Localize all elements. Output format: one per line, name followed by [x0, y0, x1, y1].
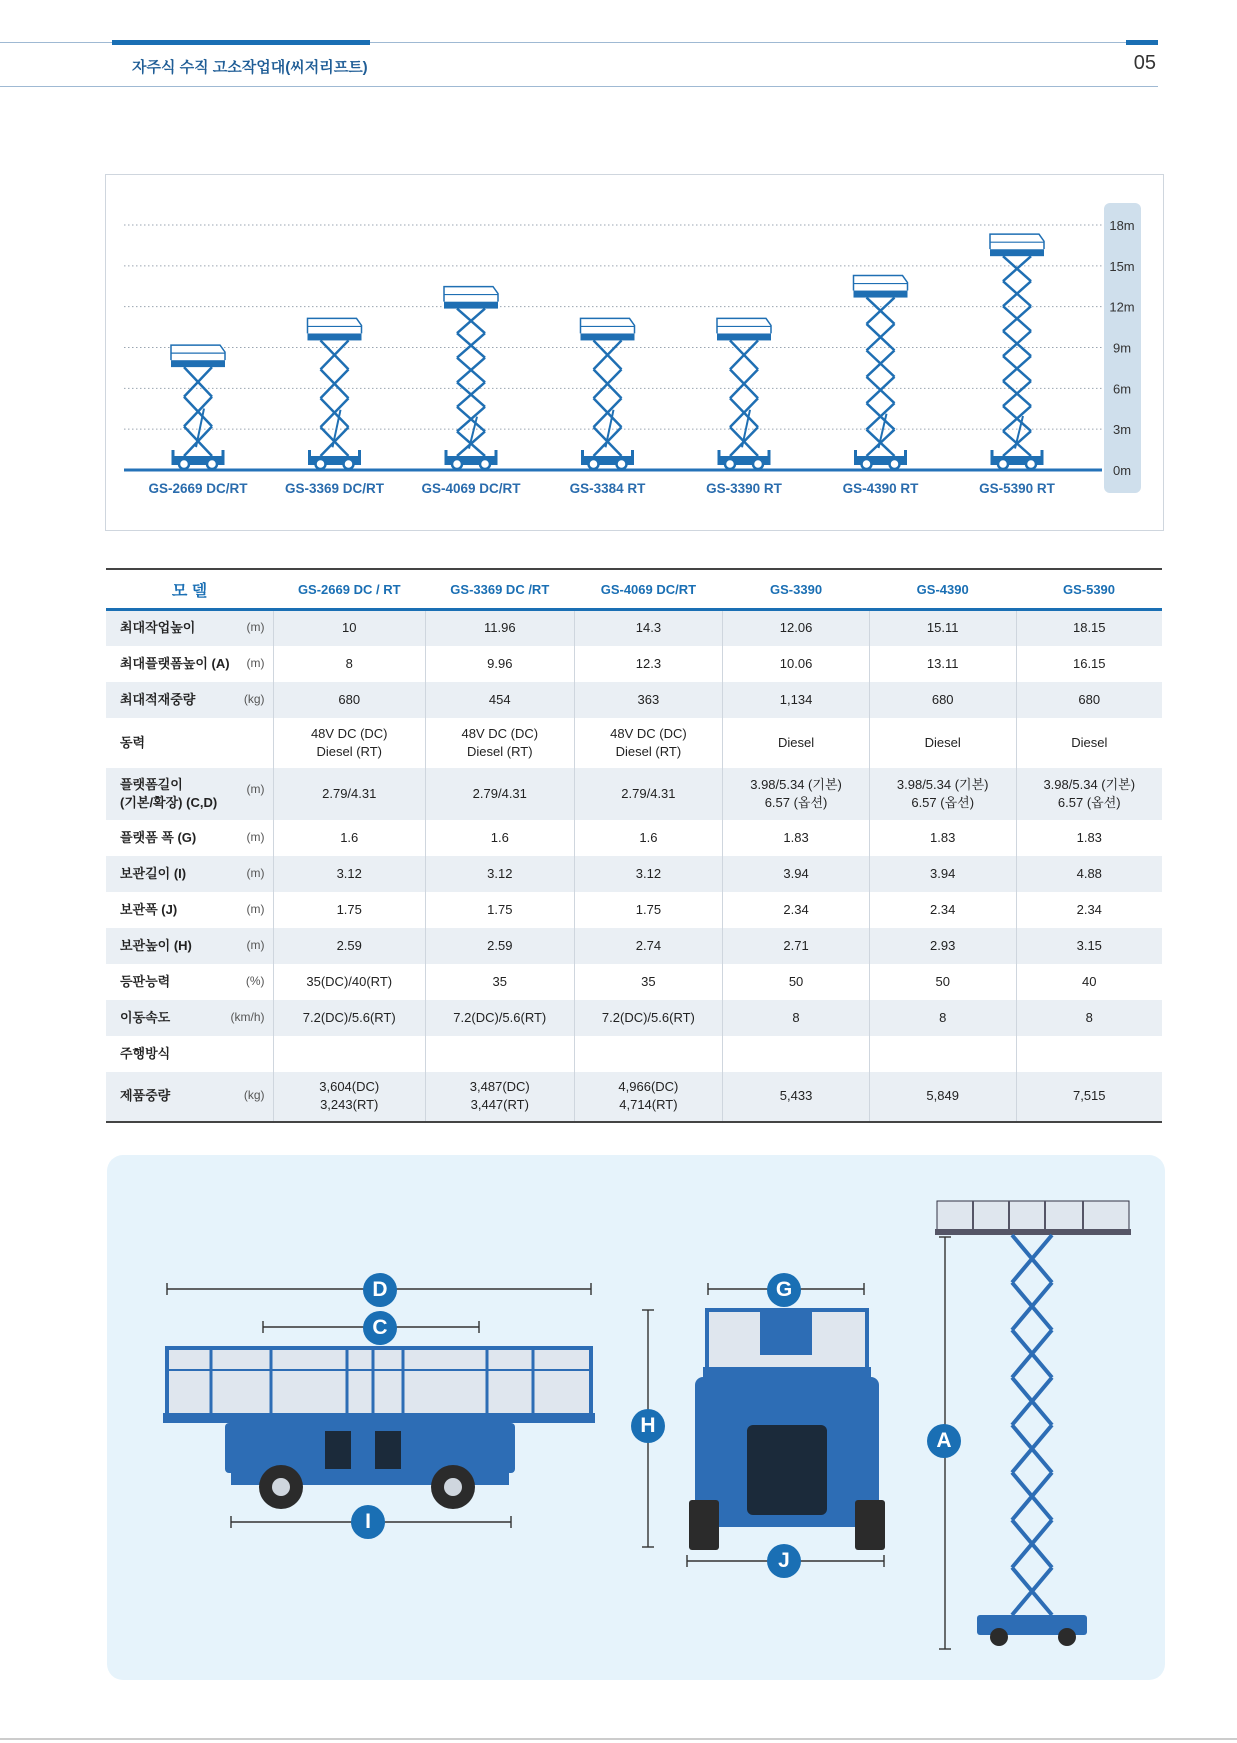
spec-cell: 1.6	[425, 820, 574, 856]
model-column-header: GS-3390	[723, 569, 870, 610]
spec-cell	[574, 1036, 723, 1072]
front-wheel	[855, 1500, 885, 1550]
side-deck	[163, 1413, 595, 1423]
spec-cell: Diesel	[723, 718, 870, 768]
spec-row	[106, 610, 1162, 646]
spec-unit: (%)	[245, 973, 265, 988]
spec-cell: 8	[869, 1000, 1016, 1036]
spec-cell: 454	[425, 682, 574, 718]
spec-cell: 680	[869, 682, 1016, 718]
lift-mark	[444, 287, 498, 469]
spec-cell: 4,966(DC) 4,714(RT)	[574, 1072, 723, 1122]
spec-unit: (m)	[246, 620, 265, 635]
spec-row	[106, 768, 1162, 820]
side-guardrail	[167, 1348, 591, 1420]
spec-cell	[869, 1036, 1016, 1072]
spec-cell: 4.88	[1016, 856, 1162, 892]
spec-row-label	[106, 856, 273, 892]
spec-cell: 48V DC (DC) Diesel (RT)	[310, 725, 388, 759]
ext-deck	[935, 1229, 1131, 1235]
spec-row	[106, 718, 1162, 768]
page-number: 05	[1133, 52, 1156, 74]
spec-cell: 7.2(DC)/5.6(RT)	[425, 1000, 574, 1036]
spec-unit: (m)	[246, 829, 265, 844]
header-accent-left	[112, 40, 370, 45]
spec-cell	[1016, 1036, 1162, 1072]
spec-cell: 11.96	[425, 610, 574, 646]
spec-cell: 1.6	[340, 829, 359, 845]
lift-wheel	[179, 459, 189, 469]
spec-table-body	[106, 610, 1162, 1122]
front-view-lift	[689, 1310, 885, 1550]
y-tick-label: 18m	[1109, 218, 1135, 233]
spec-cell: 363	[574, 682, 723, 718]
front-deck	[703, 1367, 871, 1377]
spec-cell: 35	[574, 964, 723, 1000]
spec-unit: (km/h)	[230, 1009, 265, 1024]
spec-row	[106, 820, 1162, 856]
spec-cell: 12.3	[574, 646, 723, 682]
spec-cell: 10.06	[723, 646, 870, 682]
front-engine	[747, 1425, 827, 1515]
spec-label-text: 보관길이 (I)	[120, 865, 187, 881]
ext-wheel	[1058, 1628, 1076, 1646]
lift-deck	[171, 360, 225, 367]
side-tray	[325, 1431, 351, 1475]
lift-wheel	[316, 459, 326, 469]
spec-label-text: 이동속도	[120, 1009, 171, 1025]
lift-mark	[717, 318, 771, 469]
model-column-header: GS-4069 DC/RT	[574, 569, 723, 610]
lift-deck	[444, 302, 498, 309]
lift-mark	[171, 345, 225, 469]
y-tick-label: 15m	[1109, 258, 1135, 274]
spec-unit: (kg)	[243, 1088, 265, 1102]
ext-scissor	[1012, 1235, 1052, 1615]
spec-cell: 2.34	[1016, 892, 1162, 928]
spec-cell: 3.94	[869, 856, 1016, 892]
spec-cell: 35(DC)/40(RT)	[306, 973, 393, 989]
spec-row	[106, 1072, 1162, 1122]
spec-cell: 12.06	[723, 610, 870, 646]
lift-wheel	[617, 459, 627, 469]
spec-cell: 8	[1016, 1000, 1162, 1036]
lift-height-chart	[105, 174, 1164, 531]
spec-cell	[723, 1036, 870, 1072]
spec-label-text: 주행방식	[120, 1045, 171, 1061]
header-bottom-rule	[0, 86, 1158, 87]
ext-wheel	[990, 1628, 1008, 1646]
lift-wheel	[1026, 459, 1036, 469]
badge-j: J	[767, 1544, 801, 1578]
lift-mark	[990, 234, 1044, 469]
lift-scissor	[184, 367, 212, 456]
spec-label-text: 플랫폼 폭 (G)	[120, 829, 197, 845]
ext-guardrail	[937, 1201, 1129, 1233]
lift-mark	[854, 276, 908, 469]
spec-row-label	[106, 718, 273, 768]
spec-cell: 9.96	[425, 646, 574, 682]
spec-cell: 3.94	[723, 856, 870, 892]
y-tick-label: 0m	[1112, 463, 1132, 478]
front-wheel	[689, 1500, 719, 1550]
spec-label-text: 플랫폼길이 (기본/확장) (C,D)	[120, 776, 218, 810]
spec-row-label	[106, 768, 273, 820]
y-tick-label: 9m	[1112, 340, 1132, 356]
spec-cell: 8	[723, 1000, 870, 1036]
spec-cell: 16.15	[1016, 646, 1162, 682]
lift-deck	[990, 249, 1044, 256]
spec-cell: 1.83	[869, 820, 1016, 856]
spec-cell: 680	[338, 691, 361, 707]
spec-cell: 2.79/4.31	[425, 768, 574, 820]
lift-mark	[581, 318, 635, 469]
model-header: 모 델	[106, 569, 273, 610]
spec-cell: 2.59	[425, 928, 574, 964]
spec-cell: 15.11	[869, 610, 1016, 646]
badge-g: G	[767, 1273, 801, 1307]
spec-row	[106, 1036, 1162, 1072]
spec-cell: 3.98/5.34 (기본) 6.57 (옵션)	[869, 768, 1016, 820]
spec-cell: 3.98/5.34 (기본) 6.57 (옵션)	[1016, 768, 1162, 820]
spec-cell: 3.12	[336, 865, 362, 881]
spec-row-label	[106, 682, 273, 718]
spec-cell: 1.75	[336, 901, 362, 917]
side-tray	[375, 1431, 401, 1475]
spec-row-label	[106, 964, 273, 1000]
lift-deck	[308, 333, 362, 340]
spec-cell: 2.59	[336, 937, 362, 953]
spec-row	[106, 856, 1162, 892]
spec-cell: 3.15	[1016, 928, 1162, 964]
badge-a: A	[927, 1424, 961, 1458]
spec-cell: 5,849	[869, 1072, 1016, 1122]
lift-wheel	[344, 459, 354, 469]
lift-deck	[854, 291, 908, 298]
spec-cell: 14.3	[574, 610, 723, 646]
spec-row-label	[106, 1072, 273, 1122]
spec-row-label	[106, 1036, 273, 1072]
lift-wheel	[452, 459, 462, 469]
y-tick-label: 6m	[1112, 381, 1132, 397]
spec-row	[106, 892, 1162, 928]
spec-label-text: 등판능력	[120, 973, 171, 989]
spec-cell: 2.93	[869, 928, 1016, 964]
spec-label-text: 최대작업높이	[120, 620, 196, 636]
spec-cell: Diesel	[1016, 718, 1162, 768]
spec-cell: 3.12	[574, 856, 723, 892]
spec-row	[106, 1000, 1162, 1036]
spec-label-text: 보관폭 (J)	[120, 901, 178, 917]
spec-header-row	[106, 569, 1162, 610]
lift-wheel	[890, 459, 900, 469]
spec-cell: 1.75	[425, 892, 574, 928]
spec-label-text: 제품중량	[120, 1088, 171, 1103]
chart-canvas	[106, 175, 1163, 530]
model-column-header: GS-2669 DC / RT	[273, 569, 425, 610]
spec-cell: 2.74	[574, 928, 723, 964]
spec-cell: 2.79/4.31	[322, 785, 377, 801]
side-hub	[444, 1478, 462, 1496]
x-category-label: GS-5390 RT	[979, 481, 1055, 496]
model-column-header: GS-5390	[1016, 569, 1162, 610]
badge-d: D	[363, 1273, 397, 1307]
spec-row-label	[106, 892, 273, 928]
spec-row-label	[106, 928, 273, 964]
spec-cell: 10	[342, 620, 357, 636]
spec-cell: Diesel	[869, 718, 1016, 768]
spec-cell: 13.11	[869, 646, 1016, 682]
spec-cell: 48V DC (DC) Diesel (RT)	[574, 718, 723, 768]
spec-row	[106, 682, 1162, 718]
spec-label-text: 최대플랫폼높이 (A)	[120, 655, 230, 671]
spec-row-label	[106, 820, 273, 856]
spec-unit: (m)	[246, 865, 265, 880]
spec-unit: (m)	[246, 781, 265, 796]
spec-cell: 2.79/4.31	[574, 768, 723, 820]
spec-cell: 50	[723, 964, 870, 1000]
spec-cell: 3.12	[425, 856, 574, 892]
spec-cell: 3,487(DC) 3,447(RT)	[425, 1072, 574, 1122]
spec-unit: (m)	[246, 655, 265, 670]
spec-row	[106, 646, 1162, 682]
header-accent-right	[1126, 40, 1158, 45]
lift-wheel	[725, 459, 735, 469]
badge-i: I	[351, 1505, 385, 1539]
spec-cell: 3.98/5.34 (기본) 6.57 (옵션)	[723, 768, 870, 820]
spec-cell	[425, 1036, 574, 1072]
lift-wheel	[480, 459, 490, 469]
spec-cell: 2.34	[869, 892, 1016, 928]
spec-cell: 48V DC (DC) Diesel (RT)	[425, 718, 574, 768]
spec-cell: 18.15	[1016, 610, 1162, 646]
front-control-box	[760, 1310, 812, 1355]
spec-table-head	[106, 569, 1162, 610]
spec-cell: 3,604(DC) 3,243(RT)	[273, 1072, 425, 1122]
x-category-label: GS-2669 DC/RT	[148, 481, 248, 496]
spec-cell: 1.6	[574, 820, 723, 856]
spec-cell: 2.71	[723, 928, 870, 964]
lift-wheel	[753, 459, 763, 469]
spec-cell: 680	[1016, 682, 1162, 718]
spec-cell: 50	[869, 964, 1016, 1000]
spec-unit: (m)	[246, 901, 265, 916]
spec-cell: 35	[425, 964, 574, 1000]
spec-cell: 1.83	[1016, 820, 1162, 856]
spec-cell: 1.83	[723, 820, 870, 856]
section-title: 자주식 수직 고소작업대(씨저리프트)	[132, 59, 368, 76]
spec-row	[106, 964, 1162, 1000]
x-category-label: GS-3369 DC/RT	[284, 481, 385, 496]
lift-wheel	[207, 459, 217, 469]
spec-cell: 7.2(DC)/5.6(RT)	[302, 1009, 396, 1025]
spec-cell: 5,433	[723, 1072, 870, 1122]
spec-cell: 7,515	[1016, 1072, 1162, 1122]
model-column-header: GS-3369 DC /RT	[425, 569, 574, 610]
lift-wheel	[862, 459, 872, 469]
side-view-lift	[163, 1348, 595, 1509]
badge-c: C	[363, 1311, 397, 1345]
lift-scissor	[1003, 256, 1031, 456]
page-footer-rule	[0, 1738, 1237, 1740]
x-category-label: GS-4069 DC/RT	[421, 481, 521, 496]
dimension-diagram	[107, 1155, 1165, 1680]
y-tick-label: 3m	[1112, 422, 1132, 438]
lift-deck	[717, 333, 771, 340]
spec-cell: 1.75	[574, 892, 723, 928]
spec-unit: (m)	[246, 937, 265, 952]
model-column-header: GS-4390	[869, 569, 1016, 610]
spec-cell: 1,134	[723, 682, 870, 718]
x-category-label: GS-4390 RT	[842, 481, 919, 496]
spec-table	[106, 568, 1162, 1123]
lift-deck	[581, 333, 635, 340]
spec-label-text: 최대적재중량	[120, 691, 196, 707]
lift-wheel	[589, 459, 599, 469]
spec-cell: 7.2(DC)/5.6(RT)	[574, 1000, 723, 1036]
x-category-label: GS-3390 RT	[706, 481, 782, 496]
lift-scissor	[867, 298, 895, 456]
badge-h: H	[631, 1409, 665, 1443]
x-category-label: GS-3384 RT	[569, 481, 646, 496]
spec-cell	[273, 1036, 425, 1072]
side-hub	[272, 1478, 290, 1496]
spec-row-label	[106, 1000, 273, 1036]
spec-label-text: 동력	[120, 734, 146, 750]
spec-label-text: 보관높이 (H)	[120, 937, 192, 953]
spec-row	[106, 928, 1162, 964]
extended-view-lift	[935, 1201, 1131, 1646]
spec-row-label	[106, 646, 273, 682]
lift-mark	[308, 318, 362, 469]
spec-cell: 8	[345, 655, 353, 671]
spec-cell: 2.34	[723, 892, 870, 928]
lift-wheel	[998, 459, 1008, 469]
y-tick-label: 12m	[1109, 299, 1135, 315]
lift-scissor	[457, 309, 485, 456]
spec-row-label	[106, 610, 273, 646]
spec-unit: (kg)	[243, 691, 265, 706]
side-base	[225, 1423, 515, 1473]
spec-cell: 40	[1016, 964, 1162, 1000]
